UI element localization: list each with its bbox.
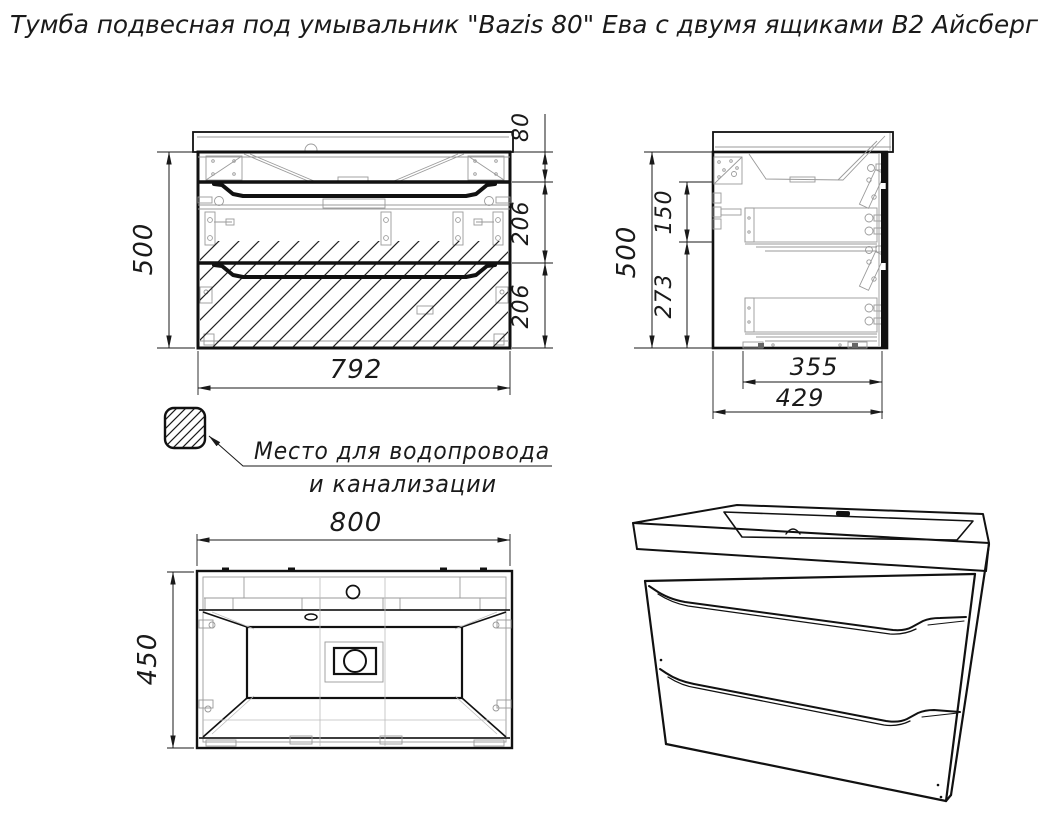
side-cabinet-body [713,152,887,348]
front-height-dim: 500 [129,222,159,276]
legend [165,408,552,498]
iso-faucet-slot [836,511,850,516]
front-plumbing-zone-hatch [200,241,508,347]
front-drawer1-dim: 206 [509,200,534,246]
side-lower-dim: 273 [652,273,677,319]
iso-cabinet [645,544,989,801]
iso-handle-1 [649,586,966,634]
top-depth-dim: 450 [133,632,163,686]
side-view [612,132,893,419]
front-view [129,112,553,395]
side-depth-dim: 429 [775,384,825,412]
iso-screw-dots [660,659,943,799]
side-inner-depth-dim: 355 [789,353,839,381]
front-apron-dim: 80 [509,112,534,142]
front-drawer2-dim: 206 [509,283,534,329]
iso-handle-2 [660,669,960,726]
side-height-dim: 500 [612,225,642,279]
front-width-dim: 792 [329,355,383,385]
iso-view [633,505,989,801]
page-title: Тумба подвесная под умывальник "Bazis 80" Ева с двумя ящиками В2 Айсберг [10,10,1039,39]
side-sink-top [713,132,893,152]
top-view [133,508,512,748]
legend-label-line2: и канализации [309,470,497,498]
legend-label-line1: Место для водопровода [254,437,550,465]
top-width-dim: 800 [329,508,383,538]
front-sink-top [193,132,513,152]
legend-hatch-swatch [165,408,205,448]
iso-basin-apron [633,523,989,571]
side-upper-dim: 150 [652,189,677,235]
